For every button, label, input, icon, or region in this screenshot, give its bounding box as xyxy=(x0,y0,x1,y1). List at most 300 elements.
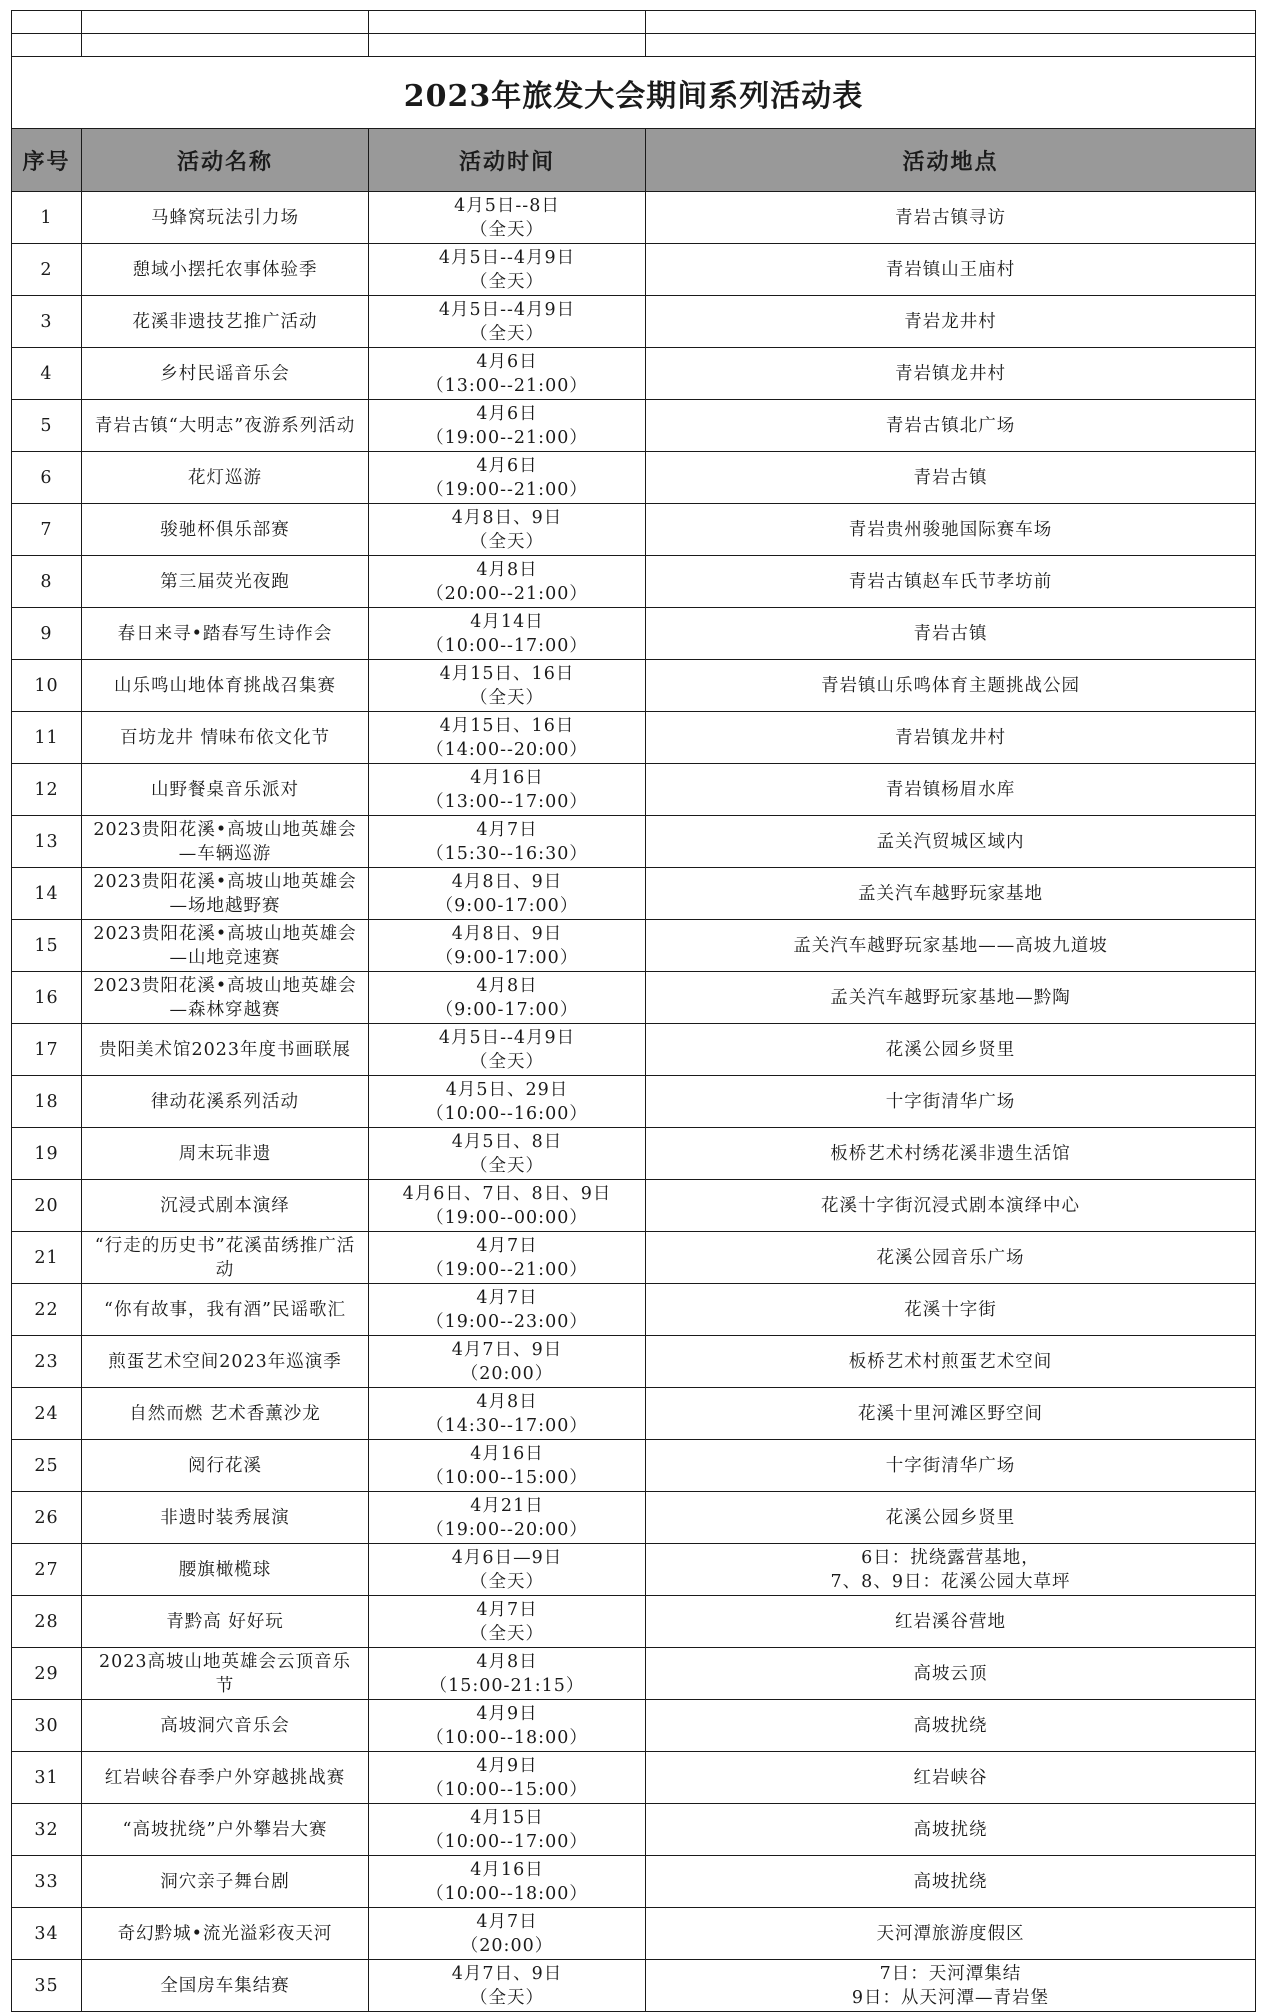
activity-name-cell-text: 奇幻黔城•流光溢彩夜天河 xyxy=(117,1923,333,1944)
activity-time-cell-text: 4月6日 xyxy=(476,455,538,476)
activity-time-cell xyxy=(369,1024,646,1076)
activity-place-cell-text: 红岩峡谷 xyxy=(913,1767,988,1788)
activity-place-cell xyxy=(646,504,1256,556)
table-row xyxy=(12,1076,1256,1128)
row-number-cell xyxy=(12,972,82,1024)
row-number-cell xyxy=(12,556,82,608)
activity-place-cell xyxy=(646,296,1256,348)
row-number-cell-text: 9 xyxy=(40,623,53,644)
row-number-cell xyxy=(12,1388,82,1440)
activity-name-cell xyxy=(82,1700,369,1752)
activity-name-cell-text: 2023贵阳花溪•高坡山地英雄会—森林穿越赛 xyxy=(93,975,357,1020)
activity-place-cell xyxy=(646,712,1256,764)
activity-time-cell-text: （19:00--21:00） xyxy=(426,427,588,448)
activity-place-cell-text: 青岩古镇寻访 xyxy=(895,207,1006,228)
activity-place-cell xyxy=(646,868,1256,920)
activity-name-cell xyxy=(82,1024,369,1076)
row-number-cell-text: 17 xyxy=(34,1039,59,1060)
table-row xyxy=(12,660,1256,712)
table-row xyxy=(12,244,1256,296)
header-no: 序号 xyxy=(12,129,82,192)
activity-time-cell-text: （全天） xyxy=(470,531,544,552)
activity-time-cell-text: 4月9日 xyxy=(476,1755,538,1776)
activity-name-cell xyxy=(82,1128,369,1180)
activity-place-cell-text: 孟关汽车越野玩家基地—黔陶 xyxy=(830,987,1071,1008)
activity-place-cell xyxy=(646,1596,1256,1648)
activity-place-cell-text: 高坡云顶 xyxy=(913,1663,988,1684)
activity-time-cell-text: 4月15日、16日 xyxy=(439,663,575,684)
activity-time-cell xyxy=(369,296,646,348)
activity-time-cell xyxy=(369,192,646,244)
activity-name-cell-text: 青黔高 好好玩 xyxy=(166,1611,284,1632)
table-row xyxy=(12,1024,1256,1076)
activity-time-cell xyxy=(369,348,646,400)
activity-time-cell xyxy=(369,1752,646,1804)
activity-name-cell xyxy=(82,1232,369,1284)
activity-name-cell-text: 马蜂窝玩法引力场 xyxy=(151,207,299,228)
activity-time-cell-text: （13:00--17:00） xyxy=(426,791,588,812)
activity-name-cell xyxy=(82,1076,369,1128)
activity-table-wrapper xyxy=(11,10,1255,2012)
activity-time-cell-text: 4月8日 xyxy=(476,1651,538,1672)
activity-time-cell xyxy=(369,764,646,816)
row-number-cell-text: 13 xyxy=(34,831,59,852)
activity-time-cell-text: （19:00--20:00） xyxy=(426,1519,588,1540)
table-row xyxy=(12,1856,1256,1908)
activity-time-cell-text: 4月16日 xyxy=(470,1443,544,1464)
activity-time-cell xyxy=(369,1284,646,1336)
row-number-cell-text: 22 xyxy=(34,1299,59,1320)
activity-table xyxy=(11,10,1256,2012)
activity-place-cell-text: 高坡扰绕 xyxy=(913,1871,988,1892)
row-number-cell-text: 20 xyxy=(34,1195,59,1216)
activity-name-cell-text: 洞穴亲子舞台剧 xyxy=(160,1871,290,1892)
activity-time-cell-text: （全天） xyxy=(470,1623,544,1644)
activity-time-cell-text: （10:00--18:00） xyxy=(426,1883,588,1904)
activity-place-cell xyxy=(646,660,1256,712)
table-row xyxy=(12,1544,1256,1596)
activity-time-cell-text: 4月8日 xyxy=(476,559,538,580)
activity-time-cell-text: 4月8日、9日 xyxy=(451,871,563,892)
activity-time-cell-text: 4月6日 xyxy=(476,403,538,424)
activity-place-cell-text: 花溪公园乡贤里 xyxy=(885,1507,1016,1528)
activity-name-cell xyxy=(82,504,369,556)
row-number-cell xyxy=(12,1804,82,1856)
activity-place-cell-text: 青岩古镇赵车氏节孝坊前 xyxy=(848,571,1053,592)
activity-place-cell-text: 青岩贵州骏驰国际赛车场 xyxy=(848,519,1053,540)
row-number-cell xyxy=(12,1336,82,1388)
activity-time-cell-text: 4月6日 xyxy=(476,351,538,372)
activity-name-cell xyxy=(82,608,369,660)
activity-place-cell xyxy=(646,1648,1256,1700)
activity-place-cell-text: 高坡扰绕 xyxy=(913,1819,988,1840)
row-number-cell-text: 34 xyxy=(34,1923,59,1944)
activity-name-cell-text: 红岩峡谷春季户外穿越挑战赛 xyxy=(104,1767,346,1788)
row-number-cell xyxy=(12,712,82,764)
activity-name-cell xyxy=(82,1908,369,1960)
activity-time-cell-text: （19:00--21:00） xyxy=(426,1259,588,1280)
activity-name-cell xyxy=(82,1960,369,2012)
activity-name-cell xyxy=(82,1648,369,1700)
activity-time-cell xyxy=(369,1336,646,1388)
activity-place-cell-text: 6日：扰绕露营基地， xyxy=(861,1547,1040,1568)
activity-name-cell xyxy=(82,1856,369,1908)
activity-time-cell-text: 4月7日 xyxy=(476,1599,538,1620)
activity-time-cell xyxy=(369,816,646,868)
activity-time-cell xyxy=(369,1440,646,1492)
activity-place-cell-text: 高坡扰绕 xyxy=(913,1715,988,1736)
blank-cell xyxy=(82,34,369,57)
activity-name-cell-text: 贵阳美术馆2023年度书画联展 xyxy=(98,1039,352,1060)
activity-place-cell-text: 天河潭旅游度假区 xyxy=(876,1923,1025,1944)
activity-time-cell xyxy=(369,1700,646,1752)
activity-place-cell-text: 十字街清华广场 xyxy=(885,1091,1016,1112)
activity-time-cell xyxy=(369,972,646,1024)
activity-place-cell-text: 花溪十字街沉浸式剧本演绎中心 xyxy=(821,1195,1080,1216)
activity-time-cell-text: （全天） xyxy=(470,1155,544,1176)
activity-place-cell xyxy=(646,1752,1256,1804)
activity-place-cell xyxy=(646,1232,1256,1284)
activity-time-cell xyxy=(369,1804,646,1856)
row-number-cell xyxy=(12,296,82,348)
activity-time-cell xyxy=(369,1596,646,1648)
activity-time-cell-text: 4月5日--4月9日 xyxy=(438,247,576,268)
table-row xyxy=(12,504,1256,556)
activity-time-cell-text: （全天） xyxy=(470,1987,544,2008)
activity-name-cell-text: 山野餐桌音乐派对 xyxy=(151,779,299,800)
activity-time-cell-text: （全天） xyxy=(470,687,544,708)
activity-name-cell-text: 煎蛋艺术空间2023年巡演季 xyxy=(108,1351,342,1372)
activity-time-cell xyxy=(369,1232,646,1284)
activity-name-cell xyxy=(82,1544,369,1596)
activity-name-cell-text: 春日来寻•踏春写生诗作会 xyxy=(117,623,333,644)
activity-time-cell-text: （全天） xyxy=(470,323,544,344)
activity-time-cell-text: 4月7日、9日 xyxy=(451,1963,563,1984)
activity-place-cell xyxy=(646,348,1256,400)
activity-place-cell xyxy=(646,1908,1256,1960)
activity-place-cell xyxy=(646,244,1256,296)
row-number-cell xyxy=(12,1128,82,1180)
activity-time-cell xyxy=(369,920,646,972)
row-number-cell xyxy=(12,1284,82,1336)
row-number-cell-text: 16 xyxy=(34,987,59,1008)
activity-name-cell-text: 青岩古镇“大明志”夜游系列活动 xyxy=(94,415,356,436)
activity-place-cell xyxy=(646,1804,1256,1856)
activity-time-cell-text: （13:00--21:00） xyxy=(426,375,588,396)
activity-time-cell-text: 4月7日 xyxy=(476,819,538,840)
row-number-cell-text: 25 xyxy=(34,1455,59,1476)
row-number-cell xyxy=(12,244,82,296)
activity-time-cell-text: （9:00-17:00） xyxy=(435,947,579,968)
row-number-cell xyxy=(12,1544,82,1596)
activity-time-cell xyxy=(369,660,646,712)
activity-place-cell xyxy=(646,1960,1256,2012)
activity-time-cell xyxy=(369,1076,646,1128)
table-row xyxy=(12,1752,1256,1804)
header-name: 活动名称 xyxy=(82,129,369,192)
table-row xyxy=(12,1440,1256,1492)
table-row xyxy=(12,608,1256,660)
activity-name-cell xyxy=(82,1804,369,1856)
activity-time-cell-text: 4月8日、9日 xyxy=(451,507,563,528)
blank-cell xyxy=(82,11,369,34)
activity-place-cell xyxy=(646,1440,1256,1492)
activity-name-cell-text: 2023贵阳花溪•高坡山地英雄会—山地竞速赛 xyxy=(93,923,357,968)
activity-name-cell xyxy=(82,348,369,400)
activity-name-cell xyxy=(82,868,369,920)
row-number-cell xyxy=(12,1648,82,1700)
blank-row xyxy=(12,11,1256,34)
activity-place-cell-text: 十字街清华广场 xyxy=(885,1455,1016,1476)
row-number-cell-text: 8 xyxy=(40,571,53,592)
row-number-cell-text: 12 xyxy=(34,779,59,800)
activity-name-cell-text: “行走的历史书”花溪苗绣推广活动 xyxy=(94,1235,356,1280)
activity-name-cell xyxy=(82,712,369,764)
row-number-cell-text: 23 xyxy=(34,1351,59,1372)
activity-time-cell-text: （10:00--17:00） xyxy=(426,635,588,656)
table-row xyxy=(12,1804,1256,1856)
row-number-cell-text: 27 xyxy=(34,1559,59,1580)
title-row xyxy=(12,57,1256,129)
activity-time-cell xyxy=(369,1492,646,1544)
activity-time-cell xyxy=(369,1128,646,1180)
row-number-cell xyxy=(12,1232,82,1284)
table-row xyxy=(12,1960,1256,2012)
row-number-cell-text: 6 xyxy=(40,467,53,488)
row-number-cell-text: 24 xyxy=(34,1403,59,1424)
activity-time-cell-text: 4月14日 xyxy=(470,611,544,632)
row-number-cell-text: 1 xyxy=(40,207,53,228)
blank-cell xyxy=(369,11,646,34)
activity-place-cell-text: 花溪公园乡贤里 xyxy=(885,1039,1016,1060)
row-number-cell-text: 14 xyxy=(34,883,59,904)
activity-time-cell-text: 4月5日--8日 xyxy=(454,195,560,216)
activity-place-cell xyxy=(646,400,1256,452)
table-row xyxy=(12,1596,1256,1648)
activity-place-cell-text: 青岩镇杨眉水库 xyxy=(885,779,1016,800)
activity-name-cell-text: 花灯巡游 xyxy=(188,467,262,488)
blank-cell xyxy=(646,34,1256,57)
row-number-cell xyxy=(12,868,82,920)
activity-time-cell xyxy=(369,244,646,296)
table-row xyxy=(12,712,1256,764)
activity-place-cell-text: 孟关汽贸城区域内 xyxy=(876,831,1025,852)
activity-place-cell xyxy=(646,1492,1256,1544)
activity-place-cell xyxy=(646,1180,1256,1232)
row-number-cell-text: 29 xyxy=(34,1663,59,1684)
blank-cell xyxy=(12,34,82,57)
activity-place-cell-text: 花溪公园音乐广场 xyxy=(876,1247,1025,1268)
row-number-cell-text: 10 xyxy=(34,675,59,696)
activity-time-cell-text: （10:00--18:00） xyxy=(426,1727,588,1748)
row-number-cell xyxy=(12,1908,82,1960)
table-row xyxy=(12,348,1256,400)
activity-time-cell xyxy=(369,868,646,920)
row-number-cell xyxy=(12,1700,82,1752)
activity-time-cell-text: 4月7日 xyxy=(476,1911,538,1932)
table-row xyxy=(12,868,1256,920)
activity-time-cell-text: 4月21日 xyxy=(470,1495,544,1516)
row-number-cell-text: 31 xyxy=(34,1767,59,1788)
activity-time-cell-text: （全天） xyxy=(470,1051,544,1072)
activity-time-cell-text: （10:00--15:00） xyxy=(426,1779,588,1800)
row-number-cell xyxy=(12,1596,82,1648)
activity-place-cell xyxy=(646,1336,1256,1388)
activity-name-cell-text: 憩域小摆托农事体验季 xyxy=(132,259,318,280)
activity-name-cell-text: 腰旗橄榄球 xyxy=(178,1559,272,1580)
blank-row xyxy=(12,34,1256,57)
activity-time-cell xyxy=(369,1648,646,1700)
row-number-cell-text: 28 xyxy=(34,1611,59,1632)
row-number-cell xyxy=(12,816,82,868)
activity-time-cell xyxy=(369,1388,646,1440)
activity-place-cell xyxy=(646,1700,1256,1752)
activity-time-cell-text: 4月8日、9日 xyxy=(451,923,563,944)
table-row xyxy=(12,556,1256,608)
row-number-cell xyxy=(12,1856,82,1908)
activity-place-cell-text: 青岩古镇 xyxy=(913,623,988,644)
activity-place-cell xyxy=(646,192,1256,244)
row-number-cell-text: 18 xyxy=(34,1091,59,1112)
activity-place-cell-text: 7、8、9日：花溪公园大草坪 xyxy=(830,1571,1071,1592)
table-row xyxy=(12,972,1256,1024)
row-number-cell-text: 30 xyxy=(34,1715,59,1736)
activity-time-cell-text: 4月8日 xyxy=(476,975,538,996)
activity-time-cell xyxy=(369,556,646,608)
activity-name-cell-text: 全国房车集结赛 xyxy=(160,1975,290,1996)
activity-name-cell xyxy=(82,1752,369,1804)
activity-time-cell xyxy=(369,1856,646,1908)
table-row xyxy=(12,192,1256,244)
activity-name-cell xyxy=(82,452,369,504)
activity-name-cell-text: 山乐鸣山地体育挑战召集赛 xyxy=(114,675,336,696)
row-number-cell xyxy=(12,1024,82,1076)
row-number-cell xyxy=(12,1440,82,1492)
activity-time-cell-text: 4月5日、29日 xyxy=(445,1079,569,1100)
activity-place-cell-text: 青岩镇龙井村 xyxy=(895,363,1006,384)
activity-name-cell-text: 阅行花溪 xyxy=(188,1455,262,1476)
row-number-cell-text: 33 xyxy=(34,1871,59,1892)
activity-time-cell-text: 4月8日 xyxy=(476,1391,538,1412)
activity-name-cell xyxy=(82,920,369,972)
activity-time-cell xyxy=(369,1960,646,2012)
activity-name-cell xyxy=(82,764,369,816)
table-row xyxy=(12,296,1256,348)
activity-time-cell-text: 4月7日 xyxy=(476,1287,538,1308)
table-row xyxy=(12,1700,1256,1752)
table-row xyxy=(12,1336,1256,1388)
activity-time-cell-text: （10:00--17:00） xyxy=(426,1831,588,1852)
activity-place-cell xyxy=(646,1856,1256,1908)
activity-name-cell-text: 2023贵阳花溪•高坡山地英雄会—车辆巡游 xyxy=(93,819,357,864)
activity-name-cell-text: 第三届荧光夜跑 xyxy=(160,571,290,592)
blank-cell xyxy=(646,11,1256,34)
activity-name-cell-text: 骏驰杯俱乐部赛 xyxy=(160,519,290,540)
activity-name-cell xyxy=(82,1388,369,1440)
activity-place-cell-text: 板桥艺术村煎蛋艺术空间 xyxy=(848,1351,1053,1372)
activity-name-cell xyxy=(82,1284,369,1336)
activity-place-cell-text: 青岩古镇北广场 xyxy=(885,415,1016,436)
activity-time-cell-text: 4月16日 xyxy=(470,1859,544,1880)
activity-place-cell-text: 青岩镇山乐鸣体育主题挑战公园 xyxy=(821,675,1080,696)
activity-place-cell-text: 青岩镇龙井村 xyxy=(895,727,1006,748)
header-place: 活动地点 xyxy=(646,129,1256,192)
activity-name-cell-text: 2023高坡山地英雄会云顶音乐节 xyxy=(98,1651,352,1696)
table-row xyxy=(12,1128,1256,1180)
activity-place-cell-text: 9日：从天河潭—青岩堡 xyxy=(851,1987,1050,2008)
activity-name-cell-text: 乡村民谣音乐会 xyxy=(160,363,290,384)
activity-time-cell-text: （10:00--15:00） xyxy=(426,1467,588,1488)
table-row xyxy=(12,764,1256,816)
row-number-cell xyxy=(12,452,82,504)
activity-time-cell xyxy=(369,504,646,556)
row-number-cell xyxy=(12,504,82,556)
activity-place-cell-text: 板桥艺术村绣花溪非遗生活馆 xyxy=(830,1143,1071,1164)
activity-time-cell-text: （9:00-17:00） xyxy=(435,895,579,916)
blank-cell xyxy=(369,34,646,57)
row-number-cell-text: 32 xyxy=(34,1819,59,1840)
activity-place-cell xyxy=(646,1284,1256,1336)
activity-name-cell xyxy=(82,1180,369,1232)
activity-name-cell xyxy=(82,296,369,348)
row-number-cell xyxy=(12,764,82,816)
table-row xyxy=(12,1492,1256,1544)
table-title: 2023年旅发大会期间系列活动表 xyxy=(12,57,1256,129)
activity-name-cell-text: 非遗时装秀展演 xyxy=(160,1507,290,1528)
row-number-cell xyxy=(12,920,82,972)
activity-name-cell-text: 周末玩非遗 xyxy=(178,1143,272,1164)
activity-place-cell-text: 7日：天河潭集结 xyxy=(879,1963,1022,1984)
activity-time-cell-text: 4月6日—9日 xyxy=(451,1547,563,1568)
activity-time-cell-text: 4月5日--4月9日 xyxy=(438,299,576,320)
activity-name-cell-text: 百坊龙井 情味布依文化节 xyxy=(119,727,331,748)
activity-time-cell xyxy=(369,1908,646,1960)
table-row xyxy=(12,1908,1256,1960)
activity-time-cell-text: （全天） xyxy=(470,1571,544,1592)
activity-time-cell-text: （20:00--21:00） xyxy=(426,583,588,604)
activity-time-cell-text: （14:30--17:00） xyxy=(426,1415,588,1436)
header-time: 活动时间 xyxy=(369,129,646,192)
row-number-cell-text: 11 xyxy=(34,727,59,748)
activity-time-cell-text: （9:00-17:00） xyxy=(435,999,579,1020)
table-row xyxy=(12,1232,1256,1284)
activity-time-cell-text: （14:00--20:00） xyxy=(426,739,588,760)
activity-place-cell xyxy=(646,608,1256,660)
activity-time-cell-text: 4月5日--4月9日 xyxy=(438,1027,576,1048)
activity-time-cell-text: 4月5日、8日 xyxy=(451,1131,563,1152)
row-number-cell xyxy=(12,1752,82,1804)
activity-name-cell xyxy=(82,1596,369,1648)
activity-time-cell-text: （20:00） xyxy=(460,1363,554,1384)
activity-time-cell-text: 4月7日 xyxy=(476,1235,538,1256)
activity-place-cell xyxy=(646,1128,1256,1180)
activity-place-cell-text: 孟关汽车越野玩家基地——高坡九道坡 xyxy=(793,935,1108,956)
activity-place-cell xyxy=(646,972,1256,1024)
activity-place-cell xyxy=(646,920,1256,972)
row-number-cell xyxy=(12,1492,82,1544)
activity-time-cell xyxy=(369,400,646,452)
header-row xyxy=(12,129,1256,192)
activity-time-cell-text: （20:00） xyxy=(460,1935,554,1956)
row-number-cell-text: 4 xyxy=(40,363,53,384)
row-number-cell xyxy=(12,1960,82,2012)
activity-name-cell xyxy=(82,1492,369,1544)
activity-name-cell xyxy=(82,244,369,296)
activity-place-cell xyxy=(646,816,1256,868)
activity-time-cell xyxy=(369,1544,646,1596)
activity-place-cell xyxy=(646,764,1256,816)
row-number-cell-text: 35 xyxy=(34,1975,59,1996)
